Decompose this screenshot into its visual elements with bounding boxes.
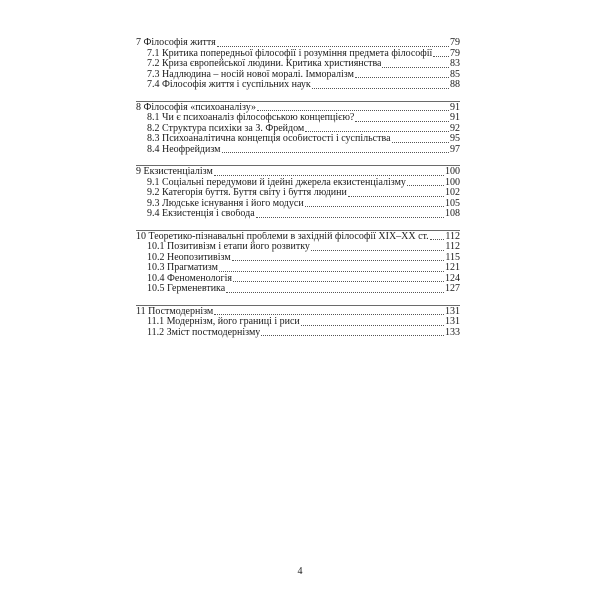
toc-entry-title: 10 Теоретико-пізнавальні проблеми в західній філософії XIX–XX ст. (136, 231, 429, 242)
toc-entry (136, 38, 460, 49)
toc-page-number: 127 (445, 283, 460, 294)
toc-subentry (136, 209, 460, 220)
toc-page-number: 133 (445, 326, 460, 338)
toc-subentry-title: 8.3 Психоаналітична концепція особистості і суспільства (147, 134, 391, 144)
dot-leader (222, 152, 449, 153)
toc-section (136, 230, 460, 295)
toc-page-number: 100 (445, 166, 460, 177)
toc-subentry (136, 188, 460, 199)
toc-page-number: 102 (445, 187, 460, 198)
toc-subentry-title: 7.1 Критика попередньої філософії і розуміння предмета філософії (147, 48, 433, 59)
toc-subentry (136, 124, 460, 135)
toc-subentry-title: 9.2 Категорія буття. Буття світу і буття людини (147, 188, 347, 198)
toc-section (136, 165, 460, 220)
toc-subentry (136, 284, 460, 295)
dot-leader (430, 239, 445, 240)
toc-page-number: 88 (450, 79, 460, 90)
toc-page-number: 115 (445, 251, 460, 263)
dot-leader (305, 206, 444, 207)
dot-leader (219, 271, 444, 272)
toc-entry-title: 7 Філософія життя (136, 38, 216, 48)
toc-page-number: 112 (445, 230, 460, 242)
dot-leader (407, 185, 444, 186)
toc-page-number: 108 (445, 208, 460, 219)
dot-leader (232, 260, 445, 261)
toc-page-number: 131 (445, 316, 460, 327)
toc-page-number: 112 (445, 241, 460, 252)
toc-subentry (136, 70, 460, 81)
toc-page-number: 100 (445, 176, 460, 188)
toc-page-number: 91 (450, 101, 460, 113)
toc-subentry (136, 113, 460, 124)
dot-leader (226, 292, 444, 293)
toc-subentry (136, 328, 460, 339)
toc-subentry-title: 10.5 Герменевтика (147, 284, 226, 294)
toc-subentry-title: 7.2 Криза європейської людини. Критика християнства (147, 59, 382, 69)
dot-leader (355, 77, 449, 78)
toc-entry-title: 8 Філософія «психоаналізу» (136, 102, 257, 113)
toc-subentry-title: 10.4 Феноменологія (147, 273, 232, 284)
toc-page-number: 79 (450, 47, 460, 59)
toc-page-number: 79 (450, 37, 460, 48)
dot-leader (257, 110, 449, 111)
dot-leader (382, 67, 449, 68)
toc-subentry-title: 10.3 Прагматизм (147, 263, 218, 273)
dot-leader (305, 131, 449, 132)
toc-subentry (136, 134, 460, 145)
toc-subentry-title: 7.3 Надлюдина – носій нової моралі. Імморалізм (147, 69, 354, 80)
page-number: 4 (297, 566, 303, 577)
toc-page-number: 92 (450, 122, 460, 134)
toc-subentry-title: 8.1 Чи є психоаналіз філософською концепцією? (147, 113, 355, 123)
toc-subentry (136, 49, 460, 60)
toc-page-number: 97 (450, 143, 460, 155)
dot-leader (261, 335, 444, 336)
dot-leader (348, 196, 444, 197)
toc-page-number: 83 (450, 58, 460, 69)
toc-page-number: 131 (445, 305, 460, 317)
toc-section (136, 37, 460, 91)
toc-subentry (136, 145, 460, 156)
toc-subentry (136, 253, 460, 264)
toc-subentry-title: 9.3 Людське існування і його модуси (147, 198, 304, 209)
toc-subentry (136, 274, 460, 285)
dot-leader (392, 142, 449, 143)
toc-subentry-title: 10.2 Неопозитивізм (147, 252, 231, 263)
toc-subentry-title: 8.2 Структура психіки за З. Фрейдом (147, 123, 305, 134)
toc-section (136, 101, 460, 156)
dot-leader (312, 88, 449, 89)
toc-entry-title: 9 Екзистенціалізм (136, 167, 213, 177)
dot-leader (214, 314, 444, 315)
toc-subentry-title: 9.1 Соціальні передумови й ідейні джерела екзистенціалізму (147, 177, 406, 188)
toc-subentry (136, 59, 460, 70)
toc-subentry-title: 11.1 Модернізм, його границі і риси (147, 317, 300, 327)
toc-subentry-title: 11.2 Зміст постмодернізму (147, 327, 261, 338)
toc-subentry (136, 80, 460, 91)
toc-entry (136, 103, 460, 114)
toc-subentry-title: 7.4 Філософія життя і суспільних наук (147, 80, 311, 90)
toc-entry (136, 167, 460, 178)
toc-subentry (136, 317, 460, 328)
toc-subentry-title: 9.4 Екзистенція і свобода (147, 209, 255, 219)
toc-subentry (136, 178, 460, 189)
dot-leader (256, 217, 444, 218)
toc-page-number: 85 (450, 68, 460, 80)
dot-leader (301, 325, 444, 326)
dot-leader (214, 175, 444, 176)
toc-page-number: 124 (445, 272, 460, 284)
dot-leader (311, 250, 444, 251)
toc-subentry (136, 199, 460, 210)
dot-leader (355, 121, 449, 122)
toc-page-number: 91 (450, 112, 460, 123)
toc-page-number: 105 (445, 197, 460, 209)
toc-page-number: 95 (450, 133, 460, 144)
toc-subentry-title: 8.4 Неофрейдизм (147, 144, 221, 155)
toc-subentry (136, 242, 460, 253)
dot-leader (433, 56, 449, 57)
toc-entry (136, 232, 460, 243)
toc-section (136, 305, 460, 339)
dot-leader (217, 46, 449, 47)
table-of-contents (136, 37, 460, 348)
dot-leader (233, 281, 444, 282)
toc-subentry-title: 10.1 Позитивізм і етапи його розвитку (147, 242, 310, 252)
toc-entry (136, 307, 460, 318)
toc-entry-title: 11 Постмодернізм (136, 306, 214, 317)
toc-page-number: 121 (445, 262, 460, 273)
toc-subentry (136, 263, 460, 274)
